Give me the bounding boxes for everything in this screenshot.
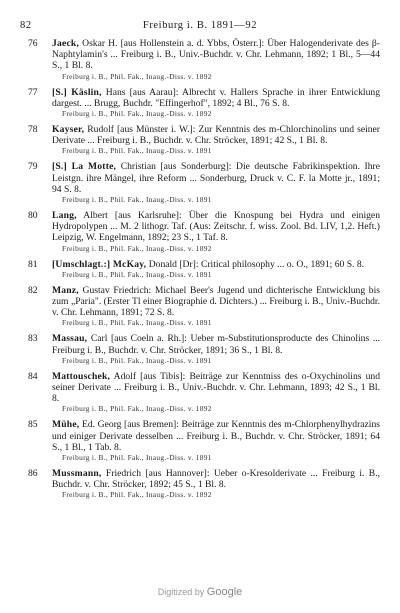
bibliography-entry xyxy=(20,259,380,279)
bibliography-entry xyxy=(20,285,380,328)
entry-number: 81 xyxy=(28,258,38,270)
author-name: Jaeck, xyxy=(52,38,80,49)
bibliography-entry xyxy=(20,210,380,253)
dissertation-note: Freiburg i. B., Phil. Fak., Inaug.-Diss. v. 1892 xyxy=(62,404,212,414)
author-name: [Umschlagt.:] McKay, xyxy=(52,258,147,270)
dissertation-note: Freiburg i. B., Phil. Fak., Inaug.-Diss. v. 1891 xyxy=(62,355,212,365)
entry-number: 83 xyxy=(28,333,38,345)
entry-citation: Christian [aus Sonderburg]: Die deutsche Fabrikinspektion. Ihre Leistgn. ihre Mängel, ihre Reform ... Sonderburg, Druck v. C. F. la Motte jr., 1891; 94 S. 8. xyxy=(52,161,380,195)
entry-body xyxy=(52,333,380,355)
entry-number: 78 xyxy=(28,124,38,136)
author-name: Mattouschek, xyxy=(52,370,111,382)
entry-citation: Friedrich [aus Hannover]: Ueber o-Kresolderivate ... Freiburg i. B., Buchdr. v. Chr. Ströcker, 1892; 45 S., 1 Bl. 8. xyxy=(52,468,380,491)
entry-number: 79 xyxy=(28,161,38,173)
dissertation-note: Freiburg i. B., Phil. Fak., Inaug.-Diss. v. 1892 xyxy=(62,109,212,119)
dissertation-note: Freiburg i. B., Phil. Fak., Inaug.-Diss. v. 1892 xyxy=(62,490,212,500)
entry-body xyxy=(52,38,380,72)
entry-citation: Albert [aus Karlsruhe]: Über die Knospung bei Hydra und einigen Hydropolypen ... M. 2 lithogr. Taf. (Aus: Zeitschr. f. wiss. Zool. Bd. LIV, 1,2. Heft.) Leipzig, W. Engelmann, 1892; 23 S., 1 Taf. 8. xyxy=(52,210,380,244)
entry-number: 86 xyxy=(28,468,38,480)
watermark-prefix: Digitized by xyxy=(157,587,205,597)
digitization-watermark xyxy=(0,586,400,598)
entry-number: 77 xyxy=(28,86,38,98)
dissertation-note: Freiburg i. B., Phil. Fak., Inaug.-Diss. v. 1891 xyxy=(62,195,212,205)
entry-number: 76 xyxy=(28,38,38,49)
entry-citation: Carl [aus Coeln a. Rh.]: Ueber m-Substitutionsproducte des Chinolins ... Freiburg i. B., Buchdr. v. Chr. Ströcker, 1891; 36 S., 1 Bl. 8. xyxy=(52,333,380,356)
author-name: [S.] Käslin, xyxy=(52,86,102,98)
entry-citation: Rudolf [aus Münster i. W.]: Zur Kenntnis des m-Chlorchinolins und seiner Derivate ... Freiburg i. B., Buchdr. v. Chr. Ströcker, 1891; 42 S., 1 Bl. 8. xyxy=(52,124,380,147)
bibliography-entry xyxy=(20,38,380,81)
entry-body xyxy=(52,259,380,270)
author-name: Manz, xyxy=(52,284,79,296)
bibliography-entry xyxy=(20,419,380,462)
entry-number: 85 xyxy=(28,419,38,431)
dissertation-note: Freiburg i. B., Phil. Fak., Inaug.-Diss. v. 1891 xyxy=(62,269,212,279)
author-name: Mühe, xyxy=(52,419,80,431)
entry-citation: Hans [aus Aarau]: Albrecht v. Hallers Sprache in ihrer Entwicklung dargest. ... Brugg, Buchdr. "Effingerhof", 1892; 4 Bl., 76 S. 8. xyxy=(52,86,380,109)
document-page xyxy=(20,20,380,505)
entry-number: 80 xyxy=(28,210,38,222)
entry-body xyxy=(52,124,380,146)
bibliography-entry xyxy=(20,124,380,155)
author-name: [S.] La Motte, xyxy=(52,161,117,173)
dissertation-note: Freiburg i. B., Phil. Fak., Inaug.-Diss. v. 1892 xyxy=(62,243,212,253)
entry-number: 84 xyxy=(28,370,38,382)
entry-citation: Gustav Friedrich: Michael Beer's Jugend und dichterische Entwicklung bis zum „Paria". (Erster Tl einer Biographie d. Dichters.) ... Freiburg i. B., Univ.-Buchdr. v. Chr. Lehmann, 1891; 72 S. 8. xyxy=(52,284,380,319)
entry-body xyxy=(52,210,380,244)
dissertation-note: Freiburg i. B., Phil. Fak., Inaug.-Diss. v. 1891 xyxy=(62,318,212,328)
entry-citation: Donald [Dr]: Critical philosophy ... o. O., 1891; 60 S. 8. xyxy=(146,258,365,270)
bibliography-entry xyxy=(20,87,380,118)
author-name: Mussmann, xyxy=(52,468,102,480)
entry-body xyxy=(52,87,380,109)
entry-number: 82 xyxy=(28,284,38,296)
entry-citation: Oskar H. [aus Hollenstein a. d. Ybbs, Österr.]: Über Halogenderivate des β-Naphtylamin's ... Freiburg i. B., Univ.-Buchdr. v. Chr. Lehmann, 1892; 1 Bl., 5—44 S., 1 Bl. 8. xyxy=(52,38,380,72)
running-title: Freiburg i. B. 1891—92 xyxy=(142,20,258,31)
page-header xyxy=(20,20,380,34)
author-name: Kayser, xyxy=(52,124,85,136)
author-name: Massau, xyxy=(52,333,88,345)
dissertation-note: Freiburg i. B., Phil. Fak., Inaug.-Diss. v. 1891 xyxy=(62,146,212,156)
entry-citation: Adolf [aus Tibis]: Beiträge zur Kenntniss des o-Oxychinolins und seiner Derivate ... Freiburg i. B., Univ.-Buchdr. v. Chr. Lehmann, 1893; 42 S., 1 Bl. 8. xyxy=(52,370,380,405)
entry-body xyxy=(52,371,380,405)
dissertation-note: Freiburg i. B., Phil. Fak., Inaug.-Diss. v. 1892 xyxy=(62,71,212,81)
bibliography-entry xyxy=(20,371,380,414)
bibliography-entry xyxy=(20,333,380,364)
watermark-brand: Google xyxy=(206,586,243,598)
entry-body xyxy=(52,468,380,490)
author-name: Lang, xyxy=(52,210,77,222)
entry-list xyxy=(20,38,380,499)
bibliography-entry xyxy=(20,468,380,499)
entry-body xyxy=(52,419,380,453)
page-number: 82 xyxy=(20,20,32,31)
dissertation-note: Freiburg i. B., Phil. Fak., Inaug.-Diss. v. 1891 xyxy=(62,453,212,463)
bibliography-entry xyxy=(20,161,380,204)
entry-body xyxy=(52,161,380,195)
entry-body xyxy=(52,285,380,319)
entry-citation: Ed. Georg [aus Bremen]: Beiträge zur Kenntnis des m-Chlorphenylhydrazins und einiger Derivate desselben ... Freiburg i. B., Buchdr. v. Chr. Ströcker, 1891; 64 S., 1 Bl., 1 Tab. 8. xyxy=(52,419,380,453)
